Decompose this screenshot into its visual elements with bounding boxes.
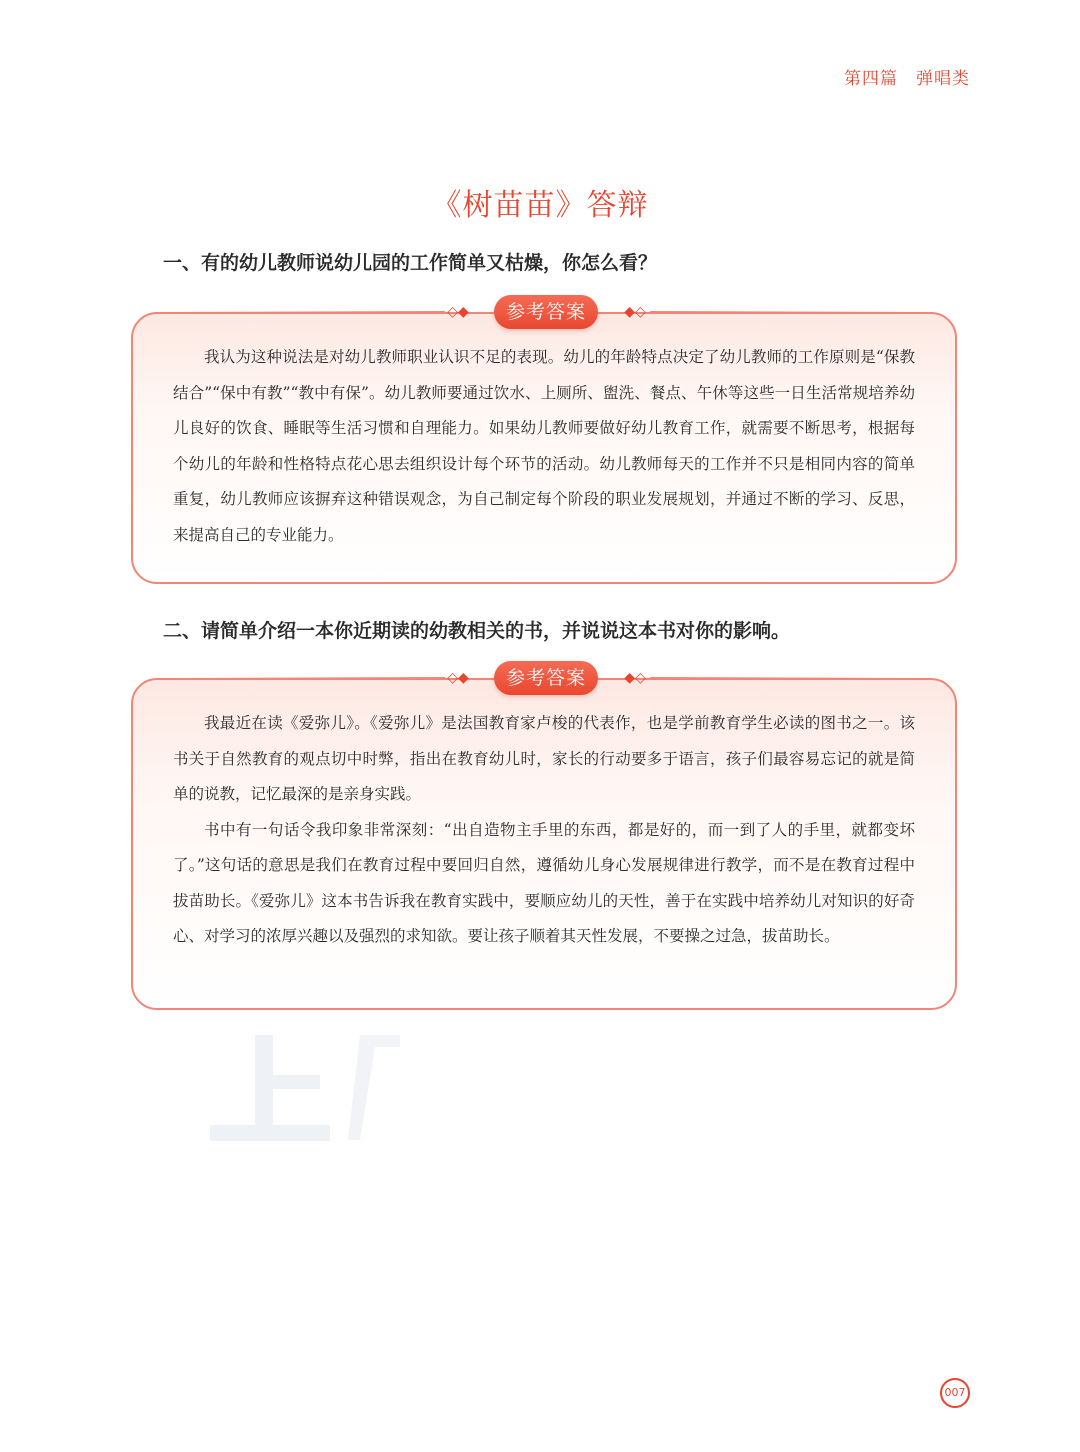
answer-box-1 [131,312,957,584]
answer-box-2 [131,678,957,1010]
chapter-label: 第四篇 [844,69,898,89]
answer-badge-row-1 [0,295,1080,329]
page-title: 《树苗苗》答辩 [431,188,649,223]
reference-answer-badge: 参考答案 [494,295,598,329]
category-label: 弹唱类 [916,69,970,89]
question-2: 二、请简单介绍一本你近期读的幼教相关的书，并说说这本书对你的影响。 [163,620,791,642]
faint-watermark-icon [210,1025,410,1145]
ornament-diamond-icon: ◇◆ [447,304,469,320]
ornament-diamond-icon: ◆◇ [624,670,646,686]
ornament-diamond-icon: ◆◇ [624,304,646,320]
answer-badge-row-2 [0,661,1080,695]
ornament-diamond-icon: ◇◆ [447,670,469,686]
answer-1-paragraph-1: 我认为这种说法是对幼儿教师职业认识不足的表现。幼儿的年龄特点决定了幼儿教师的工作原则是“保教结合”“保中有教”“教中有保”。幼儿教师要通过饮水、上厕所、盥洗、餐点、午休等这些一日生活常规培养幼儿良好的饮食、睡眠等生活习惯和自理能力。如果幼儿教师要做好幼儿教育工作，就需要不断思考，根据每个幼儿的年龄和性格特点花心思去组织设计每个环节的活动。幼儿教师每天的工作并不只是相同内容的简单重复，幼儿教师应该摒弃这种错误观念，为自己制定每个阶段的职业发展规划，并通过不断的学习、反思，来提高自己的专业能力。 [173,348,915,544]
question-1: 一、有的幼儿教师说幼儿园的工作简单又枯燥，你怎么看？ [163,252,658,274]
page-number: 007 [940,1378,970,1408]
reference-answer-badge: 参考答案 [494,661,598,695]
divider-line [650,677,910,679]
chapter-header [844,64,970,89]
divider-line [650,311,910,313]
answer-2-paragraph-2: 书中有一句话令我印象非常深刻：“出自造物主手里的东西，都是好的，而一到了人的手里，就都变坏了。”这句话的意思是我们在教育过程中要回归自然，遵循幼儿身心发展规律进行教学，而不是在教育过程中拔苗助长。《爱弥儿》这本书告诉我在教育实践中，要顺应幼儿的天性，善于在实践中培养幼儿对知识的好奇心、对学习的浓厚兴趣以及强烈的求知欲。要让孩子顺着其天性发展，不要操之过急，拔苗助长。 [173,820,915,945]
watermark-shape [210,1025,410,1145]
divider-line [180,311,445,313]
answer-2-paragraph-1: 我最近在读《爱弥儿》。《爱弥儿》是法国教育家卢梭的代表作，也是学前教育学生必读的图书之一。该书关于自然教育的观点切中时弊，指出在教育幼儿时，家长的行动要多于语言，孩子们最容易忘记的就是简单的说教，记忆最深的是亲身实践。 [173,714,915,803]
divider-line [180,677,445,679]
